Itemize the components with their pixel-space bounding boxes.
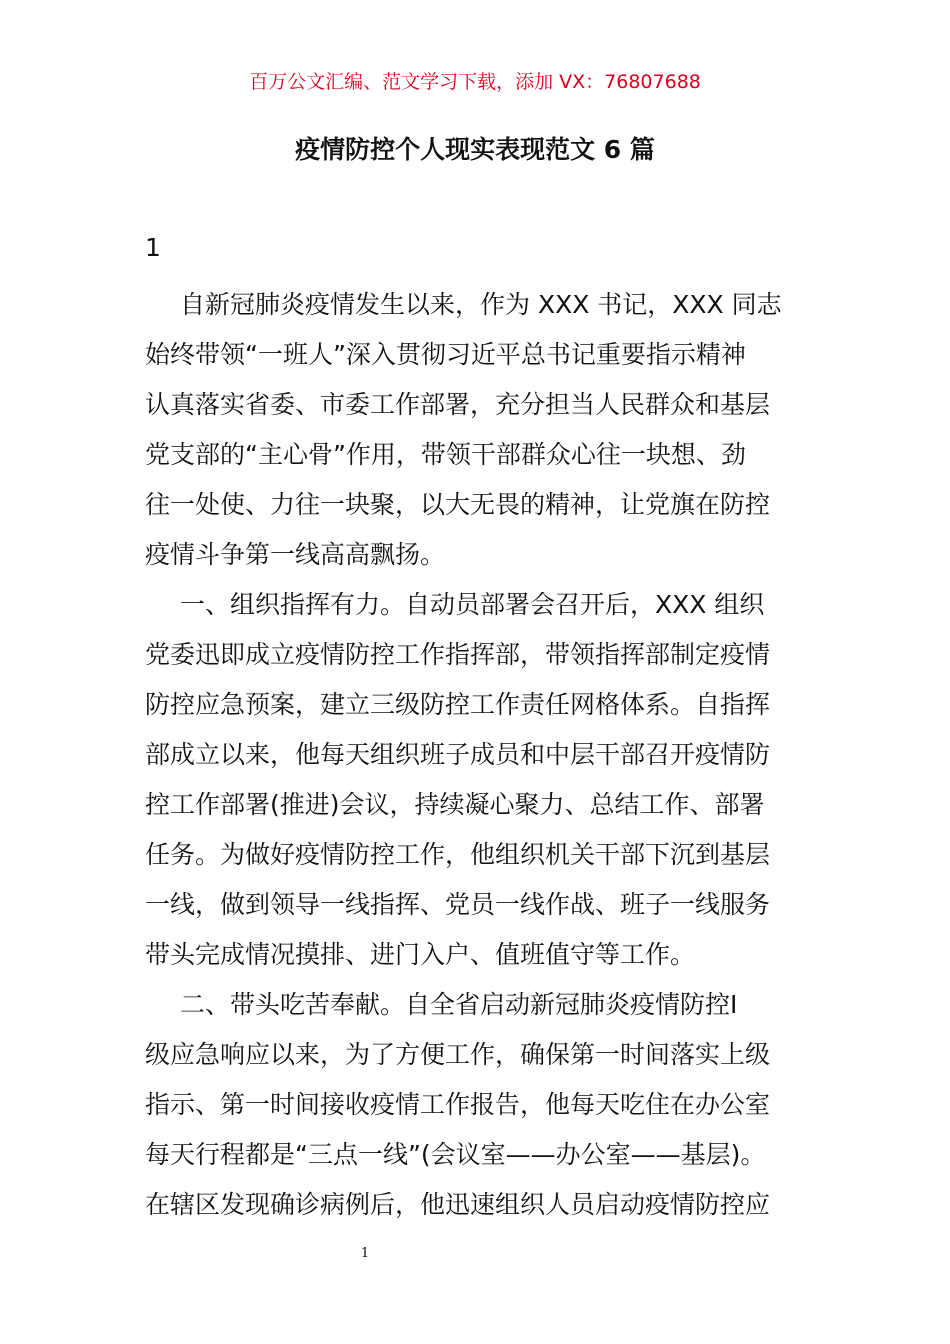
paragraph-line: 防控应急预案，建立三级防控工作责任网格体系。自指挥: [145, 690, 771, 719]
paragraph-line: 认真落实省委、市委工作部署，充分担当人民群众和基层: [145, 390, 771, 419]
header-note: 百万公文汇编、范文学习下载，添加 VX：76807688: [249, 71, 701, 93]
paragraph-line: 任务。为做好疫情防控工作，他组织机关干部下沉到基层: [145, 840, 771, 869]
paragraph-line: 党支部的“主心骨”作用，带领干部群众心往一块想、劲: [145, 440, 746, 469]
paragraph-line: 一、组织指挥有力。自动员部署会召开后，XXX 组织: [180, 590, 765, 619]
paragraph-line: 自新冠肺炎疫情发生以来，作为 XXX 书记，XXX 同志: [180, 290, 782, 319]
paragraph-line: 控工作部署(推进)会议，持续凝心聚力、总结工作、部署: [145, 790, 765, 819]
paragraph-line: 级应急响应以来，为了方便工作，确保第一时间落实上级: [145, 1040, 771, 1069]
paragraph-line: 二、带头吃苦奉献。自全省启动新冠肺炎疫情防控Ⅰ: [180, 990, 738, 1019]
paragraph-line: 部成立以来，他每天组织班子成员和中层干部召开疫情防: [145, 740, 771, 769]
paragraph-line: 一线，做到领导一线指挥、党员一线作战、班子一线服务: [145, 890, 771, 919]
section-number: 1: [145, 233, 161, 262]
body-text: [145, 280, 815, 1230]
paragraph-line: 党委迅即成立疫情防控工作指挥部，带领指挥部制定疫情: [145, 640, 771, 669]
paragraph-line: 疫情斗争第一线高高飘扬。: [145, 540, 446, 569]
page-number: 1: [360, 1246, 370, 1261]
document-title: 疫情防控个人现实表现范文 6 篇: [295, 135, 655, 164]
paragraph-line: 在辖区发现确诊病例后，他迅速组织人员启动疫情防控应: [145, 1190, 771, 1219]
paragraph-line: 始终带领“一班人”深入贯彻习近平总书记重要指示精神: [145, 340, 746, 369]
paragraph-line: 带头完成情况摸排、进门入户、值班值守等工作。: [145, 940, 696, 969]
paragraph-line: 指示、第一时间接收疫情工作报告，他每天吃住在办公室: [145, 1090, 771, 1119]
paragraph-line: 往一处使、力往一块聚，以大无畏的精神，让党旗在防控: [145, 490, 771, 519]
paragraph-line: 每天行程都是“三点一线”(会议室——办公室——基层)。: [145, 1140, 766, 1169]
